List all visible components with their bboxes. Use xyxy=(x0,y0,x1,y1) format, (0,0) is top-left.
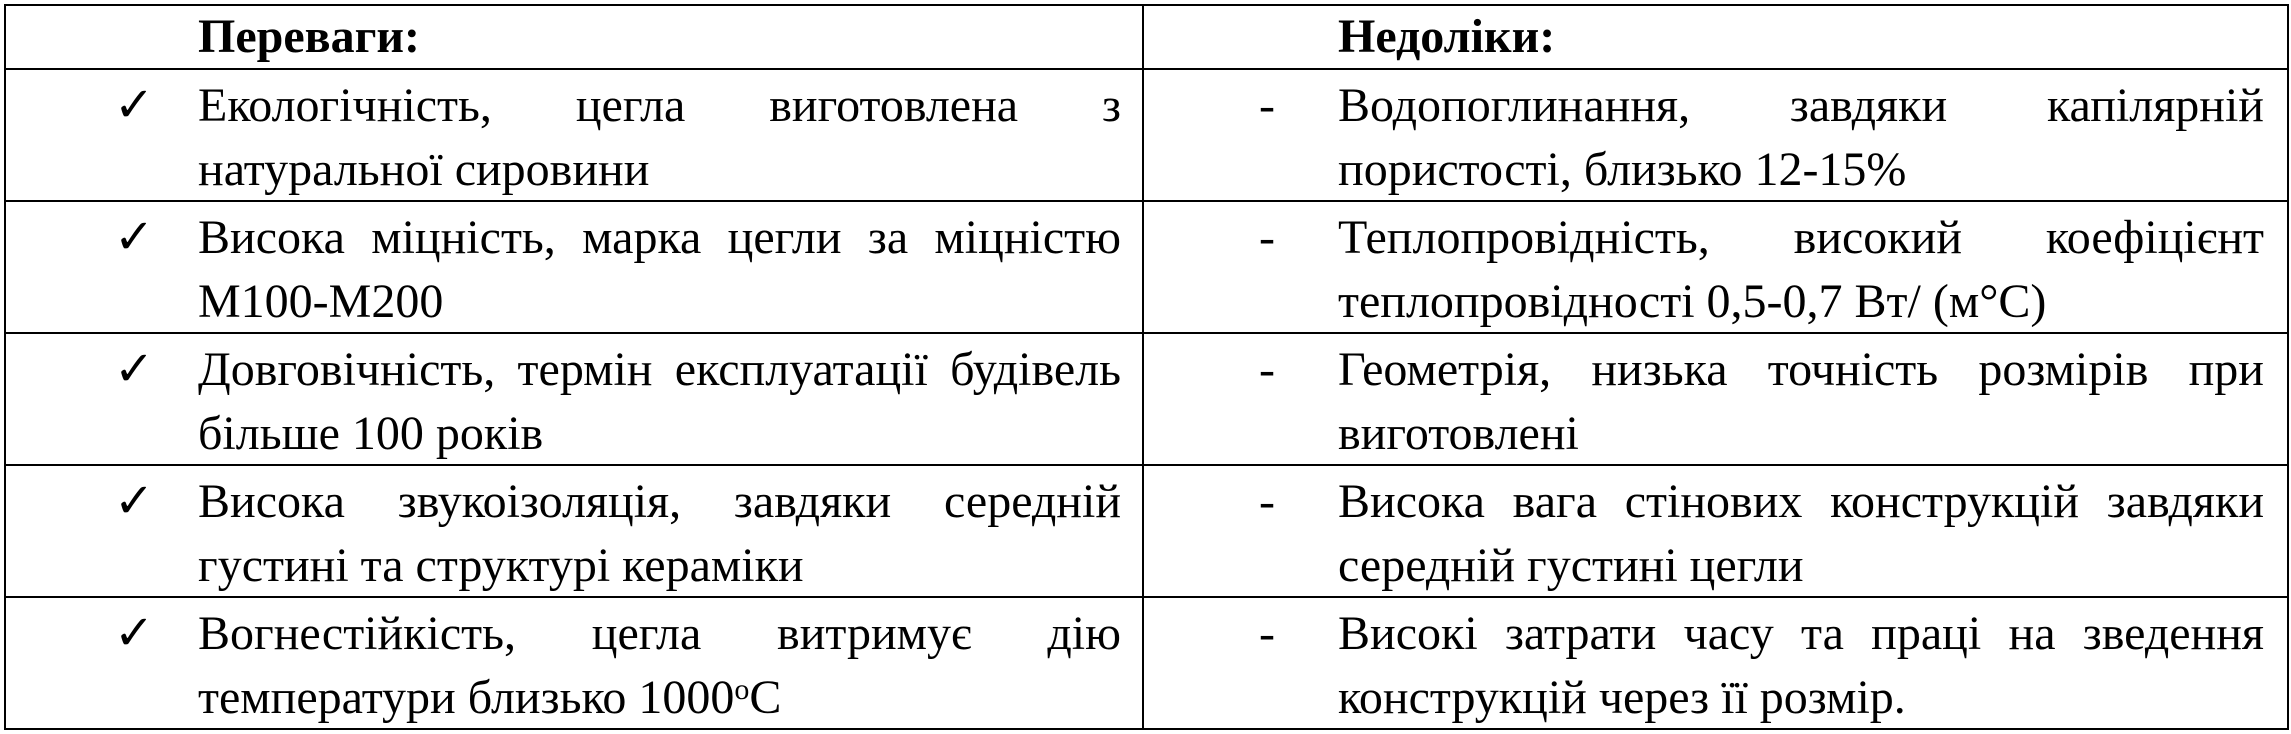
advantage-text-main: Вогнестійкість, цегла витримує дію температури близько 1000 xyxy=(198,607,1121,724)
disadvantage-cell xyxy=(1143,201,2288,333)
checkmark-icon: ✓ xyxy=(114,607,155,660)
table-row xyxy=(5,597,2288,729)
dash-bullet: - xyxy=(1259,475,1275,528)
advantage-text: Довговічність, термін експлуатації будівель більше 100 років xyxy=(198,343,1121,460)
advantage-cell xyxy=(5,69,1143,201)
dash-bullet: - xyxy=(1259,211,1275,264)
disadvantage-text: Теплопровідність, високий коефіцієнт теплопровідності 0,5-0,7 Вт/ (м°С) xyxy=(1338,211,2264,328)
disadvantage-text: Водопоглинання, завдяки капілярній пористості, близько 12-15% xyxy=(1338,79,2264,196)
checkmark-icon: ✓ xyxy=(114,475,155,528)
dash-bullet: - xyxy=(1259,607,1275,660)
dash-bullet: - xyxy=(1259,79,1275,132)
disadvantage-text: Геометрія, низька точність розмірів при виготовлені xyxy=(1338,343,2264,460)
advantages-header: Переваги: xyxy=(5,5,1143,69)
table-row xyxy=(5,201,2288,333)
table-row xyxy=(5,333,2288,465)
advantages-disadvantages-table xyxy=(4,4,2289,730)
disadvantages-header: Недоліки: xyxy=(1143,5,2288,69)
disadvantage-cell xyxy=(1143,333,2288,465)
advantage-text: Висока міцність, марка цегли за міцністю М100-М200 xyxy=(198,211,1121,328)
advantage-text-unit: С xyxy=(749,671,782,724)
advantage-cell xyxy=(5,333,1143,465)
disadvantage-cell xyxy=(1143,69,2288,201)
advantage-text: Екологічність, цегла виготовлена з натуральної сировини xyxy=(198,79,1121,196)
disadvantage-text: Висока вага стінових конструкцій завдяки середній густині цегли xyxy=(1338,475,2264,592)
disadvantage-text: Високі затрати часу та праці на зведення конструкцій через її розмір. xyxy=(1338,607,2264,724)
advantage-cell xyxy=(5,201,1143,333)
table-header-row xyxy=(5,5,2288,69)
checkmark-icon: ✓ xyxy=(114,211,155,264)
degree-superscript: o xyxy=(734,673,750,706)
advantage-text xyxy=(198,602,1121,729)
checkmark-icon: ✓ xyxy=(114,343,155,396)
advantage-cell xyxy=(5,597,1143,729)
table-row xyxy=(5,465,2288,597)
table-row xyxy=(5,69,2288,201)
advantage-cell xyxy=(5,465,1143,597)
checkmark-icon: ✓ xyxy=(114,79,155,132)
dash-bullet: - xyxy=(1259,343,1275,396)
advantage-text: Висока звукоізоляція, завдяки середній густині та структурі кераміки xyxy=(198,475,1121,592)
disadvantage-cell xyxy=(1143,597,2288,729)
disadvantage-cell xyxy=(1143,465,2288,597)
